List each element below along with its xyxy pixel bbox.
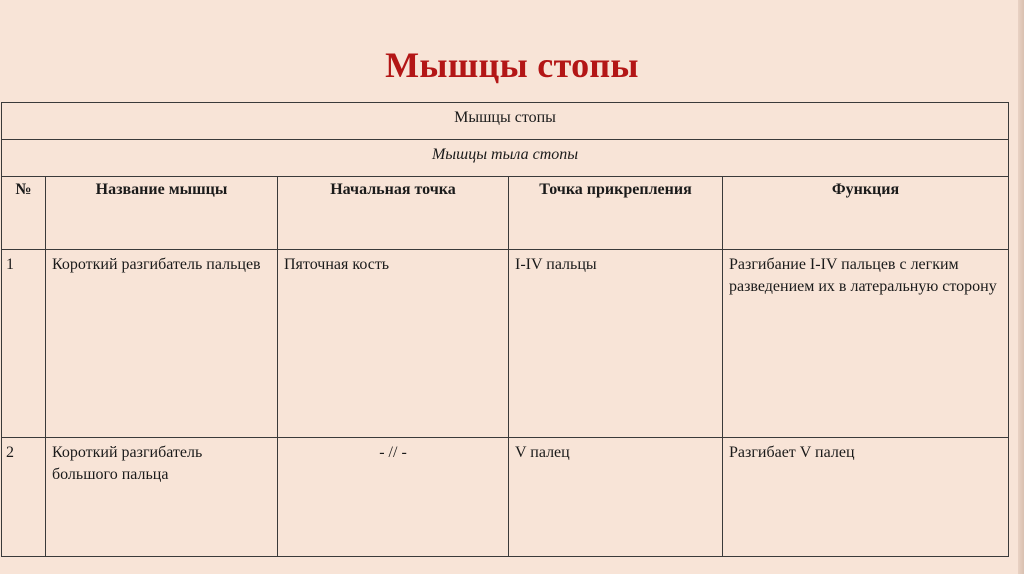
- header-function: Функция: [723, 177, 1009, 250]
- cell-num: 1: [2, 250, 46, 438]
- table-row: [2, 438, 1009, 557]
- cell-function: Разгибание I-IV пальцев с легким разведением их в латеральную сторону: [723, 250, 1009, 438]
- table-header-row: [2, 177, 1009, 250]
- slide-edge-shadow: [1018, 0, 1024, 574]
- cell-num: 2: [2, 438, 46, 557]
- header-origin: Начальная точка: [278, 177, 509, 250]
- header-insertion: Точка прикрепления: [509, 177, 723, 250]
- cell-function: Разгибает V палец: [723, 438, 1009, 557]
- cell-name: Короткий разгибатель большого пальца: [46, 438, 278, 557]
- cell-insertion: V палец: [509, 438, 723, 557]
- table-row: [2, 250, 1009, 438]
- header-name: Название мышцы: [46, 177, 278, 250]
- table-subcaption: Мышцы тыла стопы: [2, 140, 1009, 177]
- page-title: Мышцы стопы: [385, 45, 639, 85]
- table-caption: Мышцы стопы: [2, 103, 1009, 140]
- muscles-table: [1, 102, 1009, 557]
- cell-insertion: I-IV пальцы: [509, 250, 723, 438]
- cell-origin: Пяточная кость: [278, 250, 509, 438]
- cell-origin: - // -: [278, 438, 509, 557]
- cell-name: Короткий разгибатель пальцев: [46, 250, 278, 438]
- header-num: №: [2, 177, 46, 250]
- table-caption-row: [2, 103, 1009, 140]
- table-subcaption-row: [2, 140, 1009, 177]
